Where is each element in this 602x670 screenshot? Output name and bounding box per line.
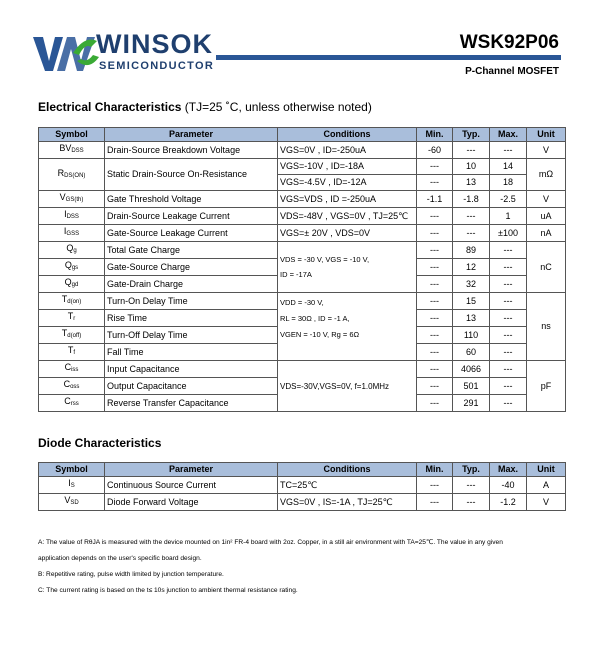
parameter-cell: Drain-Source Breakdown Voltage (105, 142, 278, 159)
parameter-cell: Gate-Source Charge (105, 259, 278, 276)
table-row (39, 225, 566, 242)
parameter-cell: Output Capacitance (105, 378, 278, 395)
parameter-cell: Input Capacitance (105, 361, 278, 378)
min-cell: --- (417, 159, 453, 175)
typ-cell: 12 (453, 259, 490, 276)
symbol-cell: RDS(ON) (39, 159, 105, 191)
conditions-cell: VDS = -30 V, VGS = -10 V, ID = -17A (278, 242, 417, 293)
diode-section-title: Diode Characteristics (38, 436, 162, 450)
unit-cell: V (527, 191, 566, 208)
min-cell: --- (417, 310, 453, 327)
max-cell: 18 (490, 175, 527, 191)
conditions-cell: TC=25℃ (278, 477, 417, 494)
unit-cell: uA (527, 208, 566, 225)
symbol-cell: VGS(th) (39, 191, 105, 208)
column-header: Max. (490, 128, 527, 142)
max-cell: -2.5 (490, 191, 527, 208)
table-header-row (39, 463, 566, 477)
conditions-cell: VDD = -30 V, RL = 30Ω , ID = -1 A, VGEN = -10 V, Rg = 6Ω (278, 293, 417, 361)
conditions-cell: VDS=-30V,VGS=0V, f=1.0MHz (278, 361, 417, 412)
typ-cell: 501 (453, 378, 490, 395)
max-cell: --- (490, 344, 527, 361)
max-cell: --- (490, 378, 527, 395)
parameter-cell: Turn-On Delay Time (105, 293, 278, 310)
table-row (39, 293, 566, 310)
table-row (39, 159, 566, 175)
typ-cell: 110 (453, 327, 490, 344)
table-row (39, 361, 566, 378)
max-cell: 1 (490, 208, 527, 225)
parameter-cell: Diode Forward Voltage (105, 494, 278, 511)
footnote-b: B: Repetitive rating, pulse width limited by junction temperature. (38, 571, 224, 578)
typ-cell: 13 (453, 175, 490, 191)
part-number: WSK92P06 (459, 32, 559, 53)
min-cell: --- (417, 225, 453, 242)
diode-characteristics-table (38, 462, 566, 511)
unit-cell: A (527, 477, 566, 494)
unit-cell: mΩ (527, 159, 566, 191)
column-header: Conditions (278, 128, 417, 142)
electrical-characteristics-table (38, 127, 566, 412)
typ-cell: 15 (453, 293, 490, 310)
parameter-cell: Rise Time (105, 310, 278, 327)
typ-cell: --- (453, 477, 490, 494)
symbol-cell: Tf (39, 344, 105, 361)
electrical-section-title (38, 100, 372, 114)
footnote-a: A: The value of RθJA is measured with the device mounted on 1in² FR-4 board with 2oz. Copper, in a still air environment with TA=25℃. The value in any given (38, 539, 503, 546)
parameter-cell: Continuous Source Current (105, 477, 278, 494)
symbol-cell: Tr (39, 310, 105, 327)
column-header: Conditions (278, 463, 417, 477)
conditions-cell: VDS=-48V , VGS=0V , TJ=25℃ (278, 208, 417, 225)
min-cell: -1.1 (417, 191, 453, 208)
header-divider-bar (216, 55, 561, 60)
symbol-cell: Qg (39, 242, 105, 259)
symbol-cell: Td(off) (39, 327, 105, 344)
table-row (39, 242, 566, 259)
min-cell: --- (417, 494, 453, 511)
unit-cell: pF (527, 361, 566, 412)
table-row (39, 142, 566, 159)
table-row (39, 191, 566, 208)
symbol-cell: Ciss (39, 361, 105, 378)
min-cell: --- (417, 361, 453, 378)
min-cell: -60 (417, 142, 453, 159)
max-cell: --- (490, 327, 527, 344)
column-header: Symbol (39, 128, 105, 142)
typ-cell: 60 (453, 344, 490, 361)
table-header-row (39, 128, 566, 142)
symbol-cell: Crss (39, 395, 105, 412)
typ-cell: 10 (453, 159, 490, 175)
min-cell: --- (417, 208, 453, 225)
conditions-cell: VGS=0V , ID=-250uA (278, 142, 417, 159)
parameter-cell: Drain-Source Leakage Current (105, 208, 278, 225)
unit-cell: V (527, 142, 566, 159)
conditions-cell: VGS=-10V , ID=-18A (278, 159, 417, 175)
parameter-cell: Total Gate Charge (105, 242, 278, 259)
symbol-cell: Qgd (39, 276, 105, 293)
conditions-cell: VGS=VDS , ID =-250uA (278, 191, 417, 208)
typ-cell: -1.8 (453, 191, 490, 208)
parameter-cell: Static Drain-Source On-Resistance (105, 159, 278, 191)
typ-cell: 291 (453, 395, 490, 412)
max-cell: --- (490, 395, 527, 412)
column-header: Unit (527, 463, 566, 477)
parameter-cell: Gate-Source Leakage Current (105, 225, 278, 242)
typ-cell: 89 (453, 242, 490, 259)
min-cell: --- (417, 327, 453, 344)
column-header: Unit (527, 128, 566, 142)
max-cell: -40 (490, 477, 527, 494)
unit-cell: nA (527, 225, 566, 242)
column-header: Symbol (39, 463, 105, 477)
conditions-cell: VGS=-4.5V , ID=-12A (278, 175, 417, 191)
part-type: P-Channel MOSFET (465, 66, 559, 77)
min-cell: --- (417, 344, 453, 361)
symbol-cell: IS (39, 477, 105, 494)
brand-name: WINSOK (96, 29, 213, 59)
max-cell: --- (490, 276, 527, 293)
parameter-cell: Gate-Drain Charge (105, 276, 278, 293)
typ-cell: 32 (453, 276, 490, 293)
max-cell: --- (490, 142, 527, 159)
table-row (39, 208, 566, 225)
column-header: Min. (417, 463, 453, 477)
symbol-cell: IDSS (39, 208, 105, 225)
column-header: Typ. (453, 463, 490, 477)
symbol-cell: Td(on) (39, 293, 105, 310)
typ-cell: --- (453, 208, 490, 225)
max-cell: --- (490, 259, 527, 276)
min-cell: --- (417, 395, 453, 412)
max-cell: --- (490, 361, 527, 378)
unit-cell: ns (527, 293, 566, 361)
min-cell: --- (417, 259, 453, 276)
conditions-cell: VGS=± 20V , VDS=0V (278, 225, 417, 242)
symbol-cell: BVDSS (39, 142, 105, 159)
electrical-title-note: (TJ=25 ˚C, unless otherwise noted) (184, 100, 372, 114)
typ-cell: --- (453, 142, 490, 159)
parameter-cell: Turn-Off Delay Time (105, 327, 278, 344)
min-cell: --- (417, 175, 453, 191)
min-cell: --- (417, 477, 453, 494)
column-header: Typ. (453, 128, 490, 142)
column-header: Min. (417, 128, 453, 142)
min-cell: --- (417, 242, 453, 259)
max-cell: ±100 (490, 225, 527, 242)
max-cell: -1.2 (490, 494, 527, 511)
min-cell: --- (417, 276, 453, 293)
column-header: Parameter (105, 128, 278, 142)
unit-cell: nC (527, 242, 566, 293)
symbol-cell: Coss (39, 378, 105, 395)
typ-cell: --- (453, 494, 490, 511)
max-cell: --- (490, 310, 527, 327)
symbol-cell: IGSS (39, 225, 105, 242)
unit-cell: V (527, 494, 566, 511)
electrical-title-text: Electrical Characteristics (38, 100, 182, 114)
symbol-cell: Qgs (39, 259, 105, 276)
parameter-cell: Reverse Transfer Capacitance (105, 395, 278, 412)
footnote-c: C: The current rating is based on the t≤ 10s junction to ambient thermal resistance rating. (38, 587, 298, 594)
typ-cell: 4066 (453, 361, 490, 378)
max-cell: 14 (490, 159, 527, 175)
conditions-cell: VGS=0V , IS=-1A , TJ=25℃ (278, 494, 417, 511)
min-cell: --- (417, 293, 453, 310)
max-cell: --- (490, 242, 527, 259)
footnote-a-continued: application depends on the user's specific board design. (38, 555, 202, 562)
brand-subtitle: SEMICONDUCTOR (99, 60, 215, 72)
symbol-cell: VSD (39, 494, 105, 511)
typ-cell: --- (453, 225, 490, 242)
max-cell: --- (490, 293, 527, 310)
table-row (39, 477, 566, 494)
parameter-cell: Gate Threshold Voltage (105, 191, 278, 208)
column-header: Parameter (105, 463, 278, 477)
table-row (39, 494, 566, 511)
min-cell: --- (417, 378, 453, 395)
parameter-cell: Fall Time (105, 344, 278, 361)
column-header: Max. (490, 463, 527, 477)
typ-cell: 13 (453, 310, 490, 327)
